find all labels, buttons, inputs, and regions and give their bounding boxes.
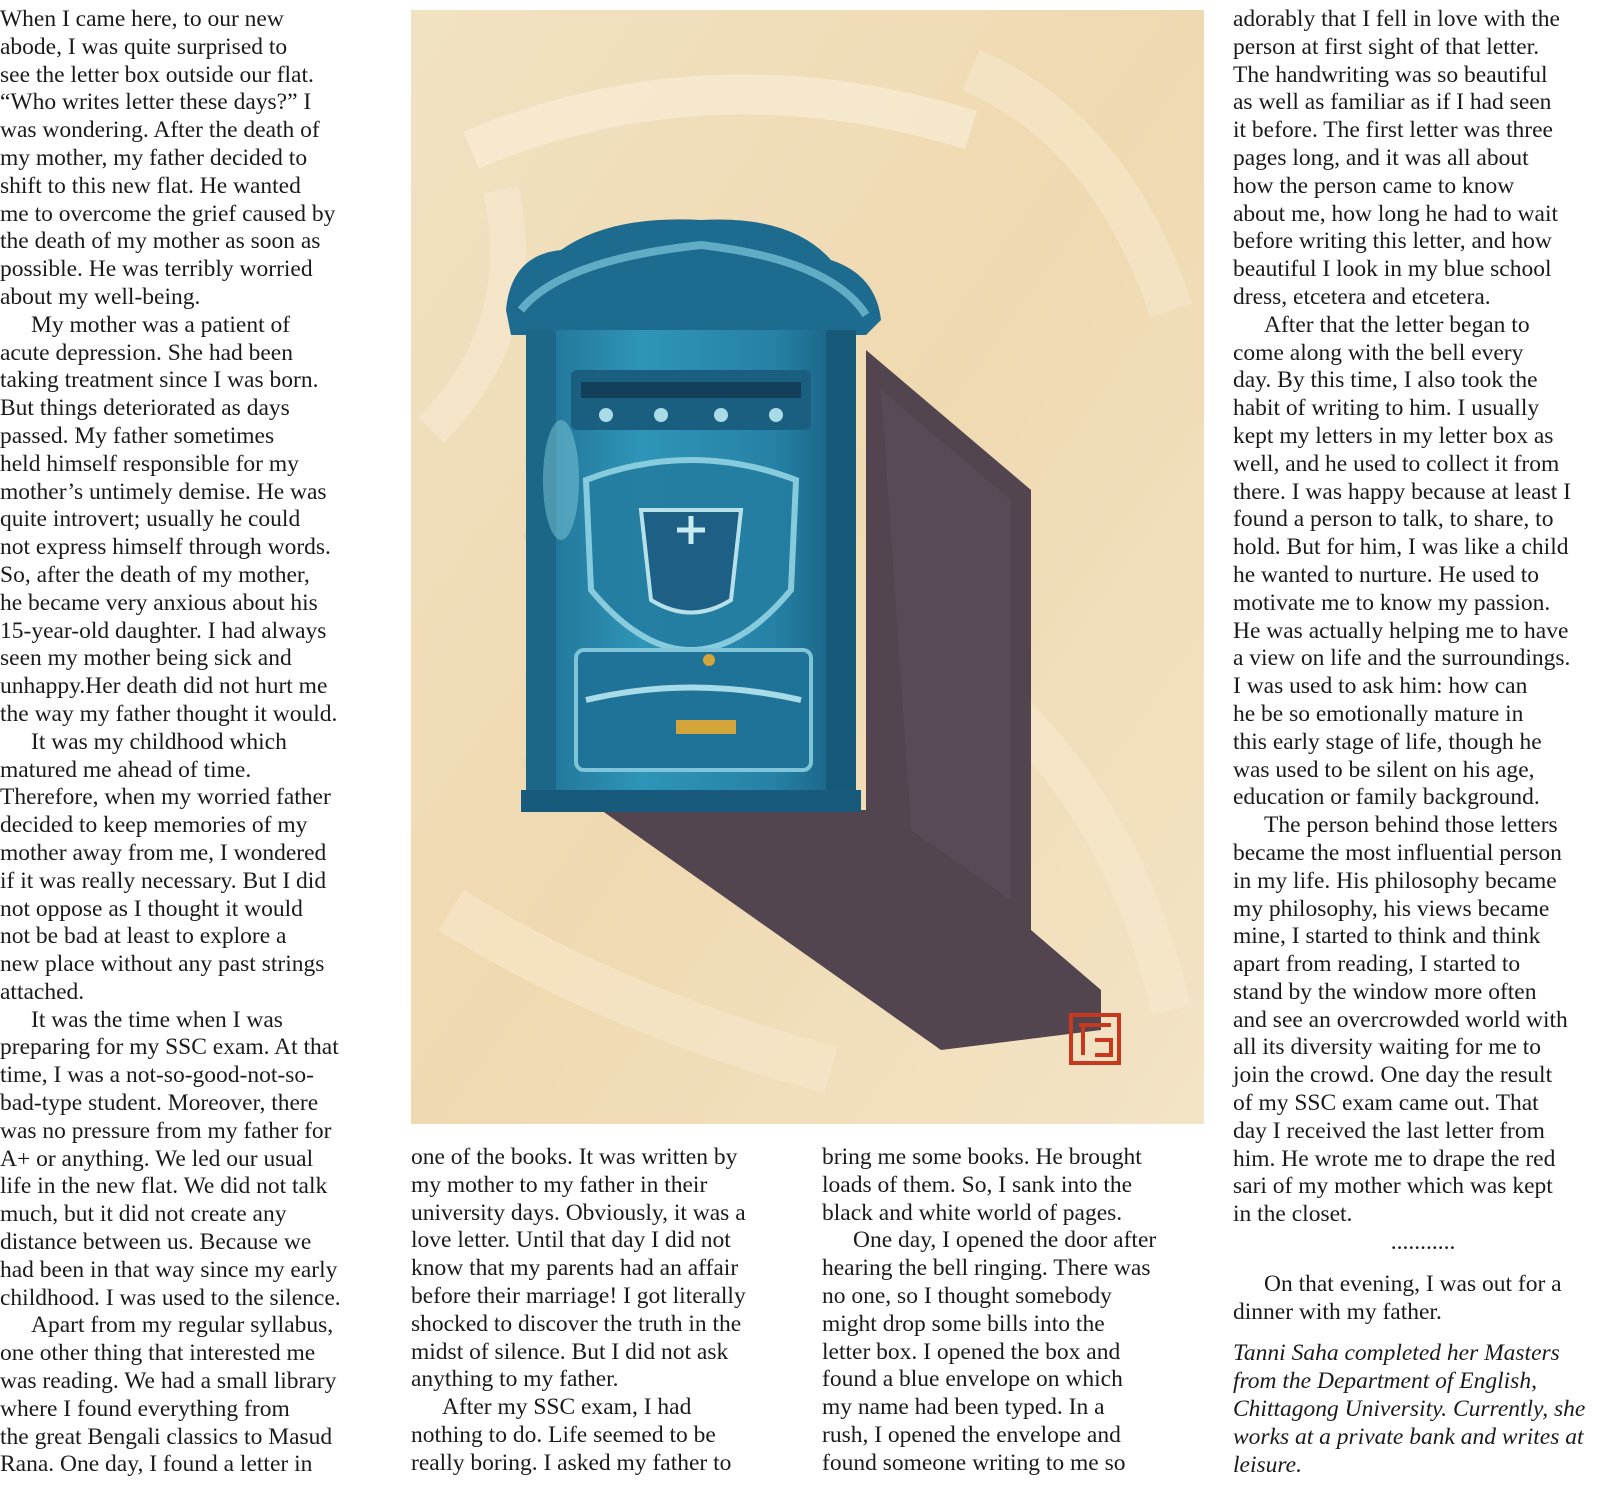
letterbox-painting [411,10,1204,1124]
article-line: rush, I opened the envelope and [822,1421,1121,1448]
article-column-3 [822,1144,1202,1478]
article-line: in the closet. [1233,1201,1353,1228]
section-separator: ........... [1390,1229,1456,1256]
article-line: distance between us. Because we [0,1229,312,1256]
article-line: my mother, my father decided to [0,144,308,171]
article-line: bad-type student. Moreover, there [0,1090,319,1117]
article-line: found a blue envelope on which [822,1366,1123,1393]
article-line: After that the letter began to [1264,311,1530,338]
article-line: university days. Obviously, it was a [411,1199,746,1226]
author-bio-line: works at a private bank and writes at [1233,1423,1584,1450]
article-line: loads of them. So, I sank into the [822,1171,1133,1198]
article-line: motivate me to know my passion. [1233,589,1551,616]
article-line: became the most influential person [1233,839,1562,866]
article-line: I was used to ask him: how can [1233,673,1528,700]
article-line: pages long, and it was all about [1233,144,1529,171]
article-line: all its diversity waiting for me to [1233,1034,1542,1061]
article-line [1233,1326,1613,1340]
article-line: come along with the bell every [1233,339,1524,366]
article-line: this early stage of life, though he [1233,728,1542,755]
article-line: much, but it did not create any [0,1201,287,1228]
article-line: black and white world of pages. [822,1199,1123,1226]
article-line: midst of silence. But I did not ask [411,1338,729,1365]
article-line: before writing this letter, and how [1233,228,1552,255]
article-line: quite introvert; usually he could [0,506,301,533]
article-line: adorably that I fell in love with the [1233,6,1560,32]
article-line: him. He wrote me to drape the red [1233,1145,1556,1172]
article-line: The person behind those letters [1264,812,1558,839]
article-line: was wondering. After the death of [0,117,320,144]
article-line: it before. The first letter was three [1233,117,1553,144]
article-line: the way my father thought it would. [0,700,338,727]
article-line: abode, I was quite surprised to [0,33,288,60]
article-line: about me, how long he had to wait [1233,200,1559,227]
article-line: of my SSC exam came out. That [1233,1090,1539,1117]
article-line: habit of writing to him. I usually [1233,395,1540,422]
article-line: me to overcome the grief caused by [0,200,336,227]
article-line: decided to keep memories of my [0,812,308,839]
article-line: well, and he used to collect it from [1233,450,1560,477]
article-line: he wanted to nurture. He used to [1233,561,1540,588]
article-line: really boring. I asked my father to [411,1449,732,1476]
article-line: not be bad at least to explore a [0,923,287,950]
article-column-2 [411,1144,811,1478]
article-line: When I came here, to our new [0,6,284,32]
article-line: It was my childhood which [31,728,287,755]
article-line [1233,1257,1613,1271]
article-line: On that evening, I was out for a [1264,1270,1562,1297]
article-line: had been in that way since my early [0,1256,338,1283]
article-line: acute depression. She had been [0,339,293,366]
article-line: mine, I started to think and think [1233,923,1541,950]
article-line: “Who writes letter these days?” I [0,89,312,116]
article-line: my mother to my father in their [411,1171,708,1198]
article-line: mother’s untimely demise. He was [0,478,327,505]
article-line: After my SSC exam, I had [442,1394,692,1421]
article-line: he be so emotionally mature in [1233,700,1524,727]
article-line: nothing to do. Life seemed to be [411,1421,716,1448]
article-line: apart from reading, I started to [1233,951,1521,978]
article-line: Rana. One day, I found a letter in [0,1451,313,1478]
article-line: But things deteriorated as days [0,395,290,422]
article-line: shift to this new flat. He wanted [0,172,301,199]
article-line: One day, I opened the door after [853,1227,1157,1254]
article-line: beautiful I look in my blue school [1233,256,1552,283]
article-line: taking treatment since I was born. [0,367,319,394]
author-bio-line: Chittagong University. Currently, she [1233,1396,1586,1423]
article-line: hold. But for him, I was like a child [1233,534,1569,561]
author-bio-line: leisure. [1233,1451,1302,1478]
article-line: My mother was a patient of [31,311,291,338]
article-line: was no pressure from my father for [0,1117,332,1144]
article-column-1 [0,6,380,1479]
article-line: one other thing that interested me [0,1340,316,1367]
article-line: A+ or anything. We led our usual [0,1145,314,1172]
article-column-4 [1233,6,1613,1479]
article-line: person at first sight of that letter. [1233,33,1540,60]
article-line: life in the new flat. We did not talk [0,1173,328,1200]
article-line: love letter. Until that day I did not [411,1227,731,1254]
article-line: new place without any past strings [0,951,325,978]
article-line: my philosophy, his views became [1233,895,1550,922]
article-line: there. I was happy because at least I [1233,478,1571,505]
article-line: It was the time when I was [31,1006,283,1033]
article-line: education or family background. [1233,784,1540,811]
article-line: mother away from me, I wondered [0,839,327,866]
article-line: day I received the last letter from [1233,1117,1545,1144]
article-line: kept my letters in my letter box as [1233,422,1554,449]
article-line: if it was really necessary. But I did [0,867,327,894]
article-line: he became very anxious about his [0,589,318,616]
article-line: Apart from my regular syllabus, [31,1312,334,1339]
article-line: So, after the death of my mother, [0,561,310,588]
article-line: know that my parents had an affair [411,1255,739,1282]
article-line: 15-year-old daughter. I had always [0,617,327,644]
article-line: see the letter box outside our flat. [0,61,314,88]
article-line: matured me ahead of time. [0,756,252,783]
article-line: where I found everything from [0,1395,290,1422]
article-line: preparing for my SSC exam. At that [0,1034,339,1061]
article-line: dress, etcetera and etcetera. [1233,283,1491,310]
article-line: Therefore, when my worried father [0,784,331,811]
article-line: and see an overcrowded world with [1233,1006,1568,1033]
article-line: He was actually helping me to have [1233,617,1569,644]
article-line: about my well-being. [0,283,201,310]
article-line: attached. [0,978,85,1005]
article-line: was used to be silent on his age, [1233,756,1535,783]
article-line: time, I was a not-so-good-not-so- [0,1062,314,1089]
article-line: The handwriting was so beautiful [1233,61,1548,88]
article-line: day. By this time, I also took the [1233,367,1538,394]
article-line: dinner with my father. [1233,1298,1442,1325]
article-line: not oppose as I thought it would [0,895,303,922]
article-line: seen my mother being sick and [0,645,292,672]
article-line: how the person came to know [1233,172,1515,199]
article-line: might drop some bills into the [822,1310,1105,1337]
article-line: passed. My father sometimes [0,422,275,449]
article-line: as well as familiar as if I had seen [1233,89,1552,116]
article-line: join the crowd. One day the result [1233,1062,1553,1089]
article-line: sari of my mother which was kept [1233,1173,1553,1200]
article-line: held himself responsible for my [0,450,299,477]
article-line: was reading. We had a small library [0,1368,337,1395]
article-line: bring me some books. He brought [822,1144,1142,1170]
article-line: shocked to discover the truth in the [411,1310,742,1337]
article-line: in my life. His philosophy became [1233,867,1557,894]
article-line: stand by the window more often [1233,978,1537,1005]
article-line: my name had been typed. In a [822,1394,1105,1421]
article-line: found a person to talk, to share, to [1233,506,1554,533]
article-line: not express himself through words. [0,534,331,561]
author-bio-line: Tanni Saha completed her Masters [1233,1340,1560,1367]
article-line: the death of my mother as soon as [0,228,321,255]
article-line: possible. He was terribly worried [0,256,313,283]
letterbox [506,219,881,812]
article-line: found someone writing to me so [822,1449,1126,1476]
article-line: unhappy.Her death did not hurt me [0,673,328,700]
article-line: letter box. I opened the box and [822,1338,1121,1365]
author-bio-line: from the Department of English, [1233,1368,1537,1395]
article-line: anything to my father. [411,1366,619,1393]
article-line: one of the books. It was written by [411,1144,738,1170]
article-line: childhood. I was used to the silence. [0,1284,341,1311]
article-line: no one, so I thought somebody [822,1282,1112,1309]
article-line: before their marriage! I got literally [411,1282,746,1309]
article-line: a view on life and the surroundings. [1233,645,1571,672]
article-line: hearing the bell ringing. There was [822,1255,1151,1282]
article-line: the great Bengali classics to Masud [0,1423,333,1450]
